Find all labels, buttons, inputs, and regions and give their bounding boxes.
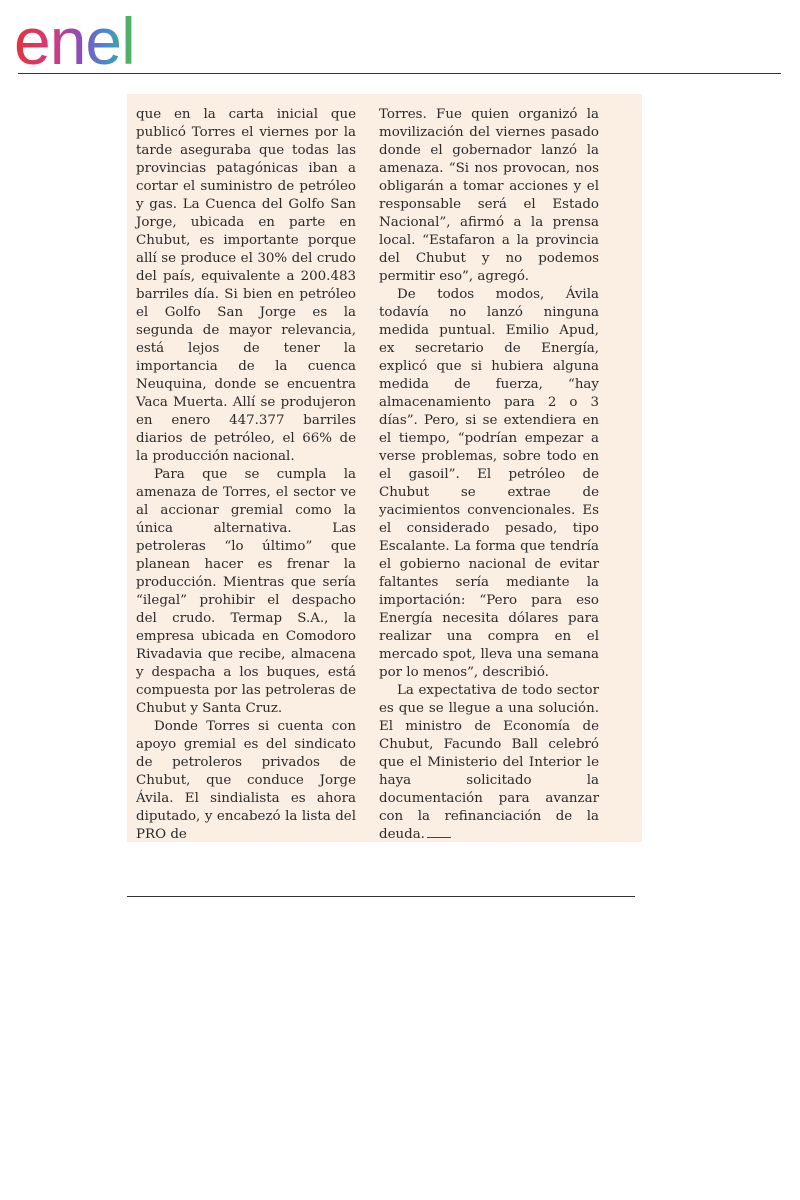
- news-clipping: [127, 94, 642, 842]
- footer-divider: [127, 896, 635, 897]
- paragraph: La expectativa de todo sector es que se llegue a una solución. El ministro de Economía de Chubut, Facundo Ball celebró que el Ministerio del Interior le haya solicitado la documentación para avanzar con la refinanciación de la deuda.: [379, 683, 599, 842]
- paragraph: De todos modos, Ávila todavía no lanzó ninguna medida puntual. Emilio Apud, ex secretario de Energía, explicó que si hubiera alguna medida de fuerza, “hay almacenamiento para 2 o 3 días”. Pero, si se extendiera en el tiempo, “podrían empezar a verse problemas, sobre todo en el gasoil”. El petróleo de Chubut se extrae de yacimientos convencionales. Es el considerado pesado, tipo Escalante. La forma que tendría el gobierno nacional de evitar faltantes sería mediante la importación: “Pero para eso Energía necesita dólares para realizar una compra en el mercado spot, lleva una semana por lo menos”, describió.: [379, 287, 599, 680]
- paragraph: Donde Torres si cuenta con apoyo gremial es del sindicato de petroleros privados de Chubut, que conduce Jorge Ávila. El sindialista es ahora diputado, y encabezó la lista del PRO de: [136, 719, 356, 842]
- paragraph-final: [379, 682, 599, 844]
- article-column-right: [379, 106, 599, 844]
- article-column-left: [136, 106, 356, 844]
- paragraph: Para que se cumpla la amenaza de Torres, el sector ve al accionar gremial como la única alternativa. Las petroleras “lo último” que planean hacer es frenar la producción. Mientras que sería “ilegal” prohibir el despacho del crudo. Termap S.A., la empresa ubicada en Comodoro Rivadavia que recibe, almacena y despacha a los buques, está compuesta por las petroleras de Chubut y Santa Cruz.: [136, 467, 356, 716]
- header-divider: [18, 73, 781, 74]
- enel-logo: [14, 4, 184, 72]
- end-of-article-mark: [427, 837, 451, 838]
- paragraph: Torres. Fue quien organizó la movilización del viernes pasado donde el gobernador lanzó la amenaza. “Si nos provocan, nos obligarán a tomar acciones y el responsable será el Estado Nacional”, afirmó a la prensa local. “Estafaron a la provincia del Chubut y no podemos permitir eso”, agregó.: [379, 107, 599, 284]
- paragraph: que en la carta inicial que publicó Torres el viernes por la tarde aseguraba que todas las provincias patagónicas iban a cortar el suministro de petróleo y gas. La Cuenca del Golfo San Jorge, ubicada en parte en Chubut, es importante porque allí se produce el 30% del crudo del país, equivalente a 200.483 barriles día. Si bien en petróleo el Golfo San Jorge es la segunda de mayor relevancia, está lejos de tener la importancia de la cuenca Neuquina, donde se encuentra Vaca Muerta. Allí se produjeron en enero 447.377 barriles diarios de petróleo, el 66% de la producción nacional.: [136, 107, 356, 464]
- enel-logo-text: enel: [14, 4, 135, 72]
